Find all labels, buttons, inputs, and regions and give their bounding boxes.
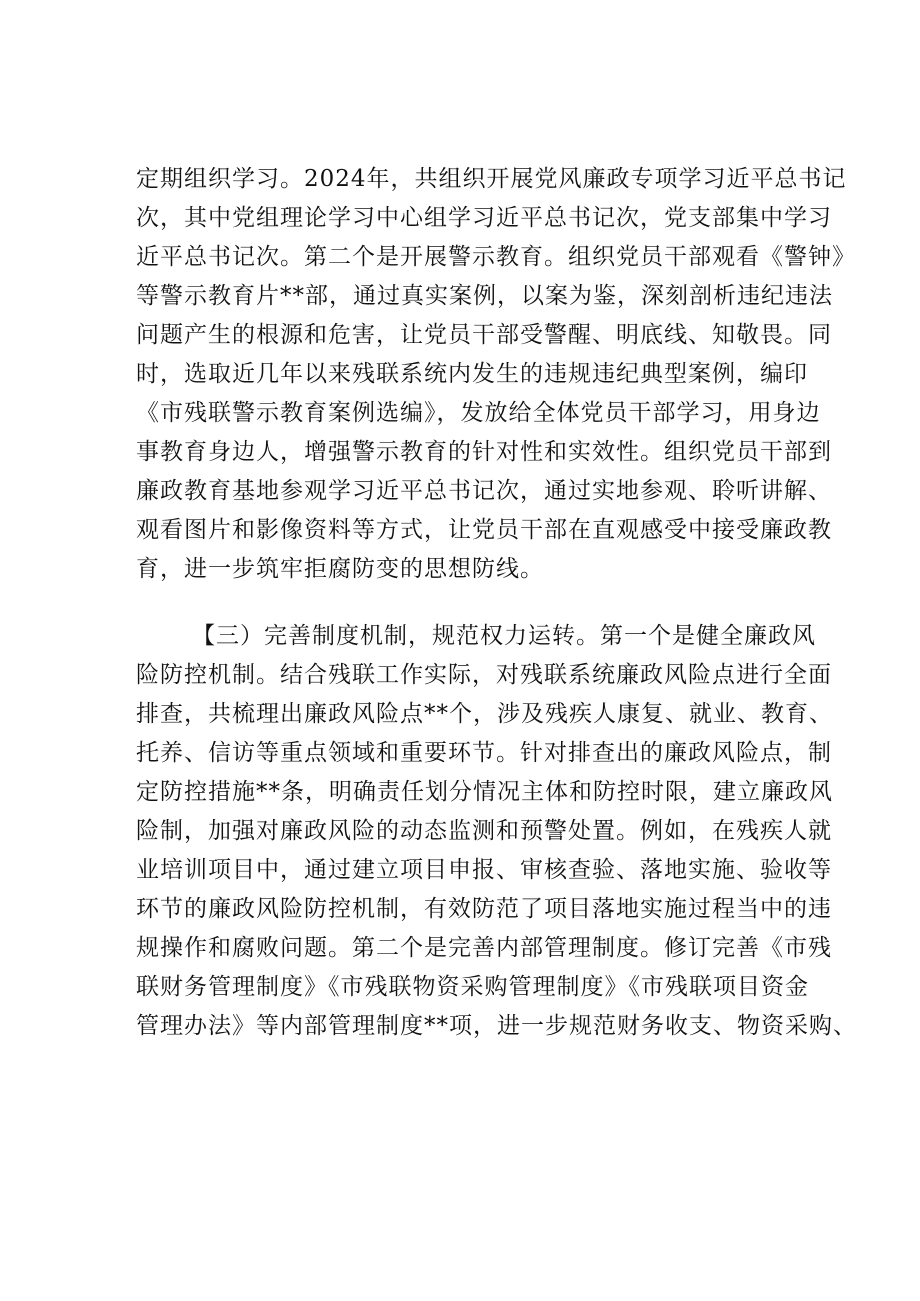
text-line: 观看图片和影像资料等方式，让党员干部在直观感受中接受廉政教	[136, 517, 832, 543]
text-line: 托养、信访等重点领域和重要环节。针对排查出的廉政风险点，制	[136, 740, 832, 766]
text-line: 【三）完善制度机制，规范权力运转。第一个是健全廉政风	[192, 623, 816, 649]
text-line: 险防控机制。结合残联工作实际，对残联系统廉政风险点进行全面	[136, 662, 832, 688]
text-line: 事教育身边人，增强警示教育的针对性和实效性。组织党员干部到	[136, 439, 832, 465]
text-line: 时，选取近几年以来残联系统内发生的违规违纪典型案例，编印	[136, 361, 808, 387]
text-line: 等警示教育片**部，通过真实案例，以案为鉴，深刻剖析违纪违法	[136, 283, 833, 309]
text-line: 定防控措施**条，明确责任划分情况主体和防控时限，建立廉政风	[136, 779, 833, 805]
text-line: 问题产生的根源和危害，让党员干部受警醒、明底线、知敬畏。同	[136, 322, 832, 348]
text-line: 险制，加强对廉政风险的动态监测和预警处置。例如，在残疾人就	[136, 818, 832, 844]
text-line: 近平总书记次。第二个是开展警示教育。组织党员干部观看《警钟》	[136, 244, 856, 270]
document-body	[136, 160, 857, 1046]
text-line: 环节的廉政风险防控机制，有效防范了项目落地实施过程当中的违	[136, 896, 832, 922]
text-line: 规操作和腐败问题。第二个是完善内部管理制度。修订完善《市残	[136, 935, 832, 961]
text-line: 廉政教育基地参观学习近平总书记次，通过实地参观、聆听讲解、	[136, 478, 832, 504]
text-line: 排查，共梳理出廉政风险点**个，涉及残疾人康复、就业、教育、	[136, 701, 833, 727]
text-line: 定期组织学习。2024年，共组织开展党风廉政专项学习近平总书记	[136, 166, 847, 192]
text-line: 业培训项目中，通过建立项目申报、审核查验、落地实施、验收等	[136, 857, 832, 883]
text-line: 《市残联警示教育案例选编》，发放给全体党员干部学习，用身边	[136, 400, 821, 426]
paragraph-warning-education	[136, 160, 856, 589]
text-line: 育，进一步筑牢拒腐防变的思想防线。	[136, 556, 544, 582]
text-line: 管理办法》等内部管理制度**项，进一步规范财务收支、物资采购、	[136, 1013, 857, 1039]
paragraph-system-mechanism	[136, 617, 857, 1046]
text-line: 联财务管理制度》《市残联物资采购管理制度》《市残联项目资金	[136, 974, 809, 1000]
text-line: 次，其中党组理论学习中心组学习近平总书记次，党支部集中学习	[136, 205, 832, 231]
